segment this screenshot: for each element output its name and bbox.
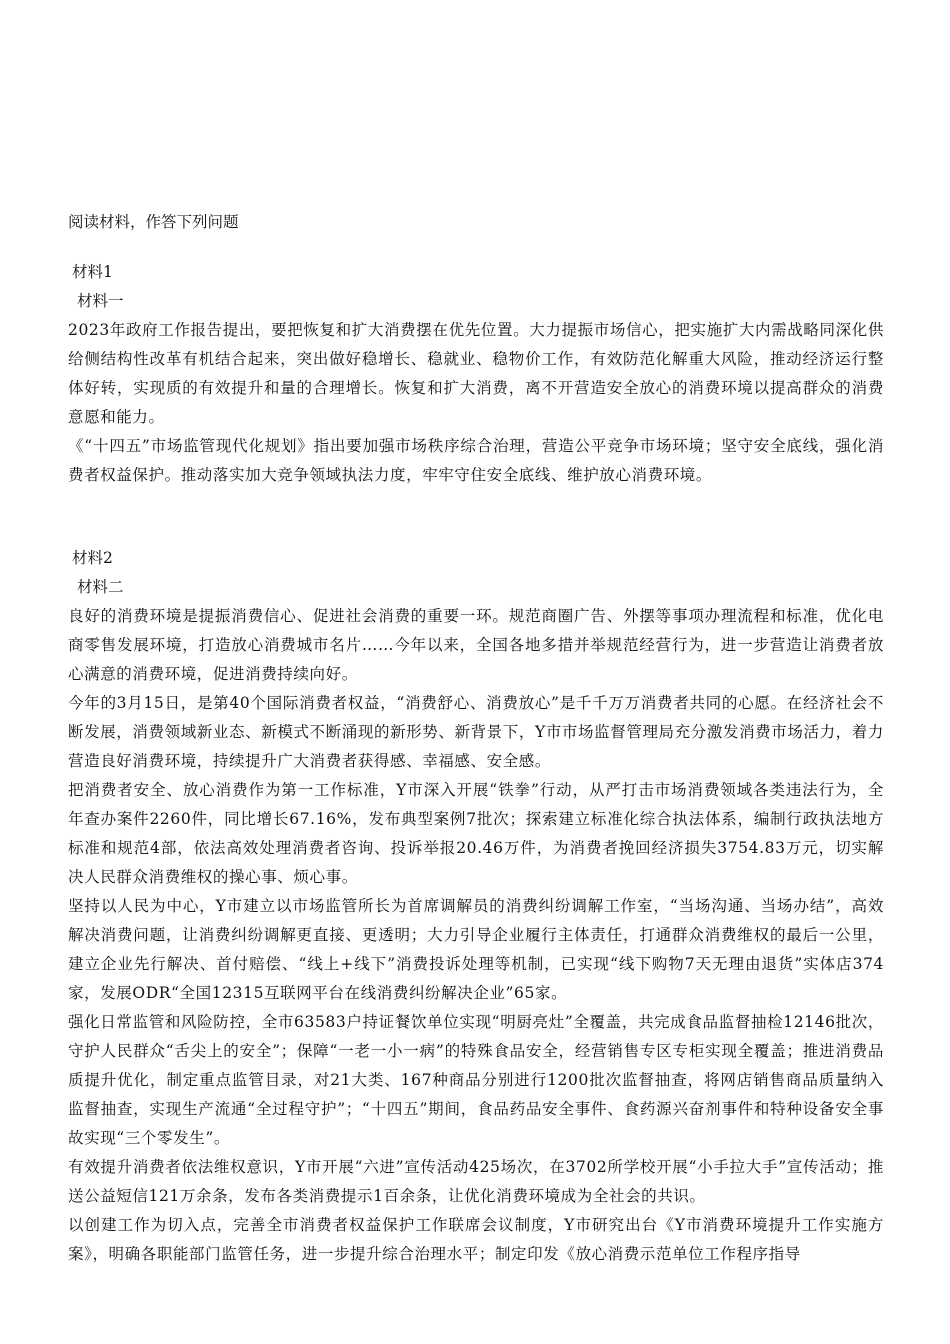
material-paragraph: 《“十四五”市场监管现代化规划》指出要加强市场秩序综合治理，营造公平竞争市场环境；坚守安全底线，强化消费者权益保护。推动落实加大竞争领域执法力度，牢牢守住安全底线、维护放心消费环境。 — [68, 437, 884, 484]
question-instruction: 阅读材料，作答下列问题 — [68, 213, 239, 231]
material-label: 材料1 — [72, 263, 113, 281]
material-paragraph: 坚持以人民为中心，Y市建立以市场监管所长为首席调解员的消费纠纷调解工作室，“当场沟通、当场办结”，高效解决消费问题，让消费纠纷调解更直接、更透明；大力引导企业履行主体责任，打通群众消费维权的最后一公里，建立企业先行解决、首付赔偿、“线上+线下”消费投诉处理等机制，已实现“线下购物7天无理由退货”实体店374家，发展ODR“全国12315互联网平台在线消费纠纷解决企业”65家。 — [68, 897, 884, 1002]
material-section-1 — [68, 258, 884, 490]
material-paragraph: 把消费者安全、放心消费作为第一工作标准，Y市深入开展“铁拳”行动，从严打击市场消费领域各类违法行为，全年查办案件2260件，同比增长67.16%，发布典型案例7批次；探索建立标准化综合执法体系，编制行政执法地方标准和规范4部，依法高效处理消费者咨询、投诉举报20.46万件，为消费者挽回经济损失3754.83万元，切实解决人民群众消费维权的操心事、烦心事。 — [68, 781, 884, 886]
material-subtitle: 材料一 — [77, 292, 124, 310]
material-paragraph: 今年的3月15日，是第40个国际消费者权益，“消费舒心、消费放心”是千千万万消费者共同的心愿。在经济社会不断发展，消费领域新业态、新模式不断涌现的新形势、新背景下，Y市市场监督管理局充分激发消费市场活力，着力营造良好消费环境，持续提升广大消费者获得感、幸福感、安全感。 — [68, 694, 884, 770]
material-subtitle: 材料二 — [77, 578, 124, 596]
material-section-2 — [68, 544, 884, 1269]
material-paragraph: 良好的消费环境是提振消费信心、促进社会消费的重要一环。规范商圈广告、外摆等事项办理流程和标准，优化电商零售发展环境，打造放心消费城市名片……今年以来，全国各地多措并举规范经营行为，进一步营造让消费者放心满意的消费环境，促进消费持续向好。 — [68, 607, 884, 683]
material-label: 材料2 — [72, 549, 113, 567]
material-paragraph: 以创建工作为切入点，完善全市消费者权益保护工作联席会议制度，Y市研究出台《Y市消费环境提升工作实施方案》，明确各职能部门监管任务，进一步提升综合治理水平；制定印发《放心消费示范单位工作程序指导 — [68, 1216, 884, 1263]
material-paragraph: 强化日常监管和风险防控，全市63583户持证餐饮单位实现“明厨亮灶”全覆盖，共完成食品监督抽检12146批次，守护人民群众“舌尖上的安全”；保障“一老一小一病”的特殊食品安全，经营销售专区专柜实现全覆盖；推进消费品质提升优化，制定重点监管目录，对21大类、167种商品分别进行1200批次监督抽查，将网店销售商品质量纳入监督抽查，实现生产流通“全过程守护”；“十四五”期间，食品药品安全事件、食药源兴奋剂事件和特种设备安全事故实现“三个零发生”。 — [68, 1013, 884, 1147]
material-paragraph: 2023年政府工作报告提出，要把恢复和扩大消费摆在优先位置。大力提振市场信心，把实施扩大内需战略同深化供给侧结构性改革有机结合起来，突出做好稳增长、稳就业、稳物价工作，有效防范化解重大风险，推动经济运行整体好转，实现质的有效提升和量的合理增长。恢复和扩大消费，离不开营造安全放心的消费环境以提高群众的消费意愿和能力。 — [68, 321, 884, 426]
material-paragraph: 有效提升消费者依法维权意识，Y市开展“六进”宣传活动425场次，在3702所学校开展“小手拉大手”宣传活动；推送公益短信121万余条，发布各类消费提示1百余条，让优化消费环境成为全社会的共识。 — [68, 1158, 884, 1205]
